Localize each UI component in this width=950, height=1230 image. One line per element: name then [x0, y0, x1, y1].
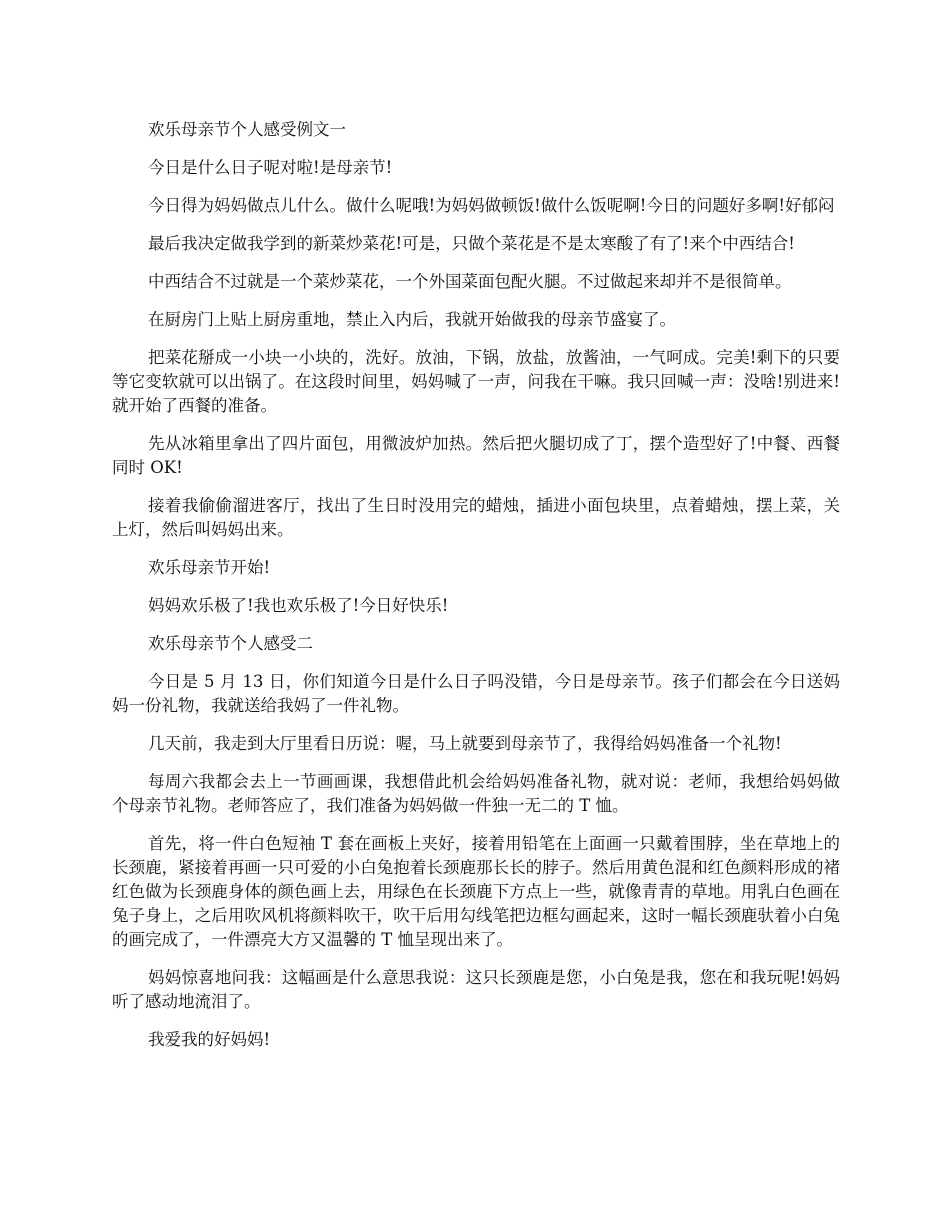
- paragraph: 最后我决定做我学到的新菜炒菜花!可是，只做个菜花是不是太寒酸了有了!来个中西结合!: [148, 234, 795, 253]
- paragraph: 今日是 5 月 13 日，你们知道今日是什么日子吗没错，今日是母亲节。孩子们都会在今日送妈妈一份礼物，我就送给我妈了一件礼物。: [112, 672, 840, 715]
- paragraph: 首先，将一件白色短袖 T 套在画板上夹好，接着用铅笔在上面画一只戴着围脖，坐在草地上的长颈鹿，紧接着再画一只可爱的小白兔抱着长颈鹿那长长的脖子。然后用黄色混和红色颜料形成的褚红色做为长颈鹿身体的颜色画上去，用绿色在长颈鹿下方点上一些，就像青青的草地。用乳白色画在兔子身上，之后用吹风机将颜料吹干，吹干后用勾线笔把边框勾画起来，这时一幅长颈鹿驮着小白兔的画完成了，一件漂亮大方又温馨的 T 恤呈现出来了。: [112, 834, 840, 949]
- paragraph: 今日是什么日子呢对啦!是母亲节!: [148, 158, 393, 177]
- paragraph: 几天前，我走到大厅里看日历说：喔，马上就要到母亲节了，我得给妈妈准备一个礼物!: [148, 734, 782, 753]
- paragraph: 今日得为妈妈做点儿什么。做什么呢哦!为妈妈做顿饭!做什么饭呢啊!今日的问题好多啊!好郁闷: [148, 196, 835, 215]
- paragraph: 妈妈惊喜地问我：这幅画是什么意思我说：这只长颈鹿是您，小白兔是我，您在和我玩呢!妈妈听了感动地流泪了。: [112, 968, 840, 1011]
- document-body: [112, 118, 840, 1066]
- paragraph: 把菜花掰成一小块一小块的，洗好。放油，下锅，放盐，放酱油，一气呵成。完美!剩下的只要等它变软就可以出锅了。在这段时间里，妈妈喊了一声，问我在干嘛。我只回喊一声：没啥!别进来!就开始了西餐的准备。: [112, 348, 840, 415]
- paragraph: 每周六我都会去上一节画画课，我想借此机会给妈妈准备礼物，就对说：老师，我想给妈妈做个母亲节礼物。老师答应了，我们准备为妈妈做一件独一无二的 T 恤。: [112, 772, 840, 815]
- paragraph: 欢乐母亲节开始!: [148, 558, 271, 577]
- paragraph: 我爱我的好妈妈!: [148, 1030, 271, 1049]
- paragraph: 妈妈欢乐极了!我也欢乐极了!今日好快乐!: [148, 596, 449, 615]
- paragraph: 中西结合不过就是一个菜炒菜花，一个外国菜面包配火腿。不过做起来却并不是很简单。: [148, 272, 792, 291]
- paragraph: 接着我偷偷溜进客厅，找出了生日时没用完的蜡烛，插进小面包块里，点着蜡烛，摆上菜，关上灯，然后叫妈妈出来。: [112, 496, 840, 539]
- essay-title-1: 欢乐母亲节个人感受例文一: [148, 120, 346, 139]
- paragraph: 先从冰箱里拿出了四片面包，用微波炉加热。然后把火腿切成了丁，摆个造型好了!中餐、西餐同时 OK!: [112, 434, 840, 477]
- paragraph: 在厨房门上贴上厨房重地，禁止入内后，我就开始做我的母亲节盛宴了。: [148, 310, 676, 329]
- essay-title-2: 欢乐母亲节个人感受二: [148, 634, 313, 653]
